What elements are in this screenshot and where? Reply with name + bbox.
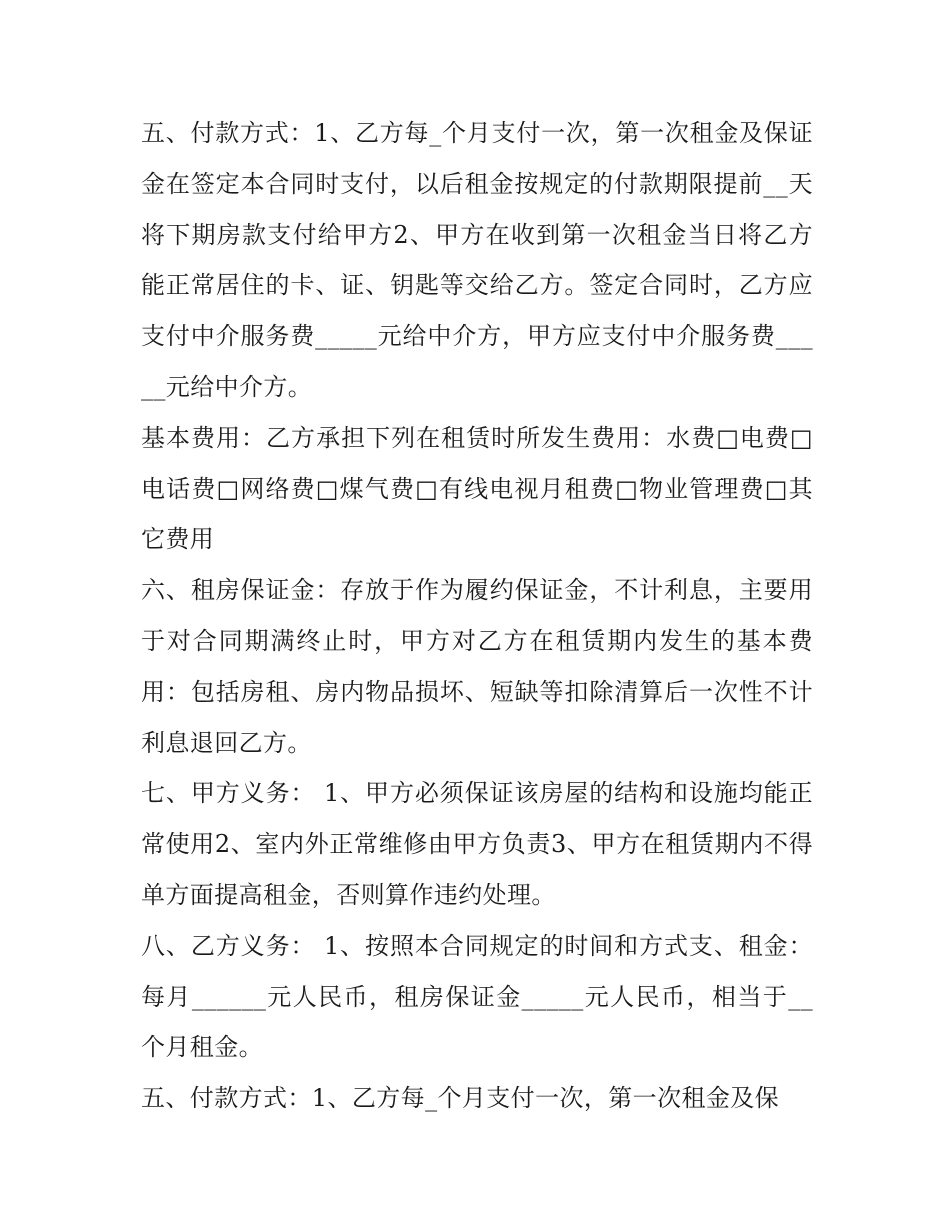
paragraph-rental-deposit: 六、租房保证金：存放于作为履约保证金，不计利息，主要用于对合同期满终止时，甲方对乙方在租赁期内发生的基本费用：包括房租、房内物品损坏、短缺等扣除清算后一次性不计利息退回乙方。 xyxy=(141,576,813,757)
paragraph-party-b-obligations: 八、乙方义务： 1、按照本合同规定的时间和方式支、租金：每月______元人民币，租房保证金_____元人民币，相当于__个月租金。 xyxy=(141,931,813,1062)
document-body xyxy=(141,108,813,1124)
paragraph-party-a-obligations: 七、甲方义务： 1、甲方必须保证该房屋的结构和设施均能正常使用2、室内外正常维修由甲方负责3、甲方在租赁期内不得单方面提高租金，否则算作违约处理。 xyxy=(141,779,813,909)
paragraph-basic-fees: 基本费用：乙方承担下列在租赁时所发生费用：水费□电费□电话费□网络费□煤气费□有线电视月租费□物业管理费□其它费用 xyxy=(141,423,813,554)
paragraph-payment-method: 五、付款方式：1、乙方每_个月支付一次，第一次租金及保证金在签定本合同时支付，以后租金按规定的付款期限提前__天将下期房款支付给甲方2、甲方在收到第一次租金当日将乙方能正常居住的卡、证、钥匙等交给乙方。签定合同时，乙方应支付中介服务费_____元给中介方，甲方应支付中介服务费_____元给中介方。 xyxy=(141,119,813,401)
paragraph-payment-method-repeat: 五、付款方式：1、乙方每_个月支付一次，第一次租金及保 xyxy=(141,1084,780,1113)
